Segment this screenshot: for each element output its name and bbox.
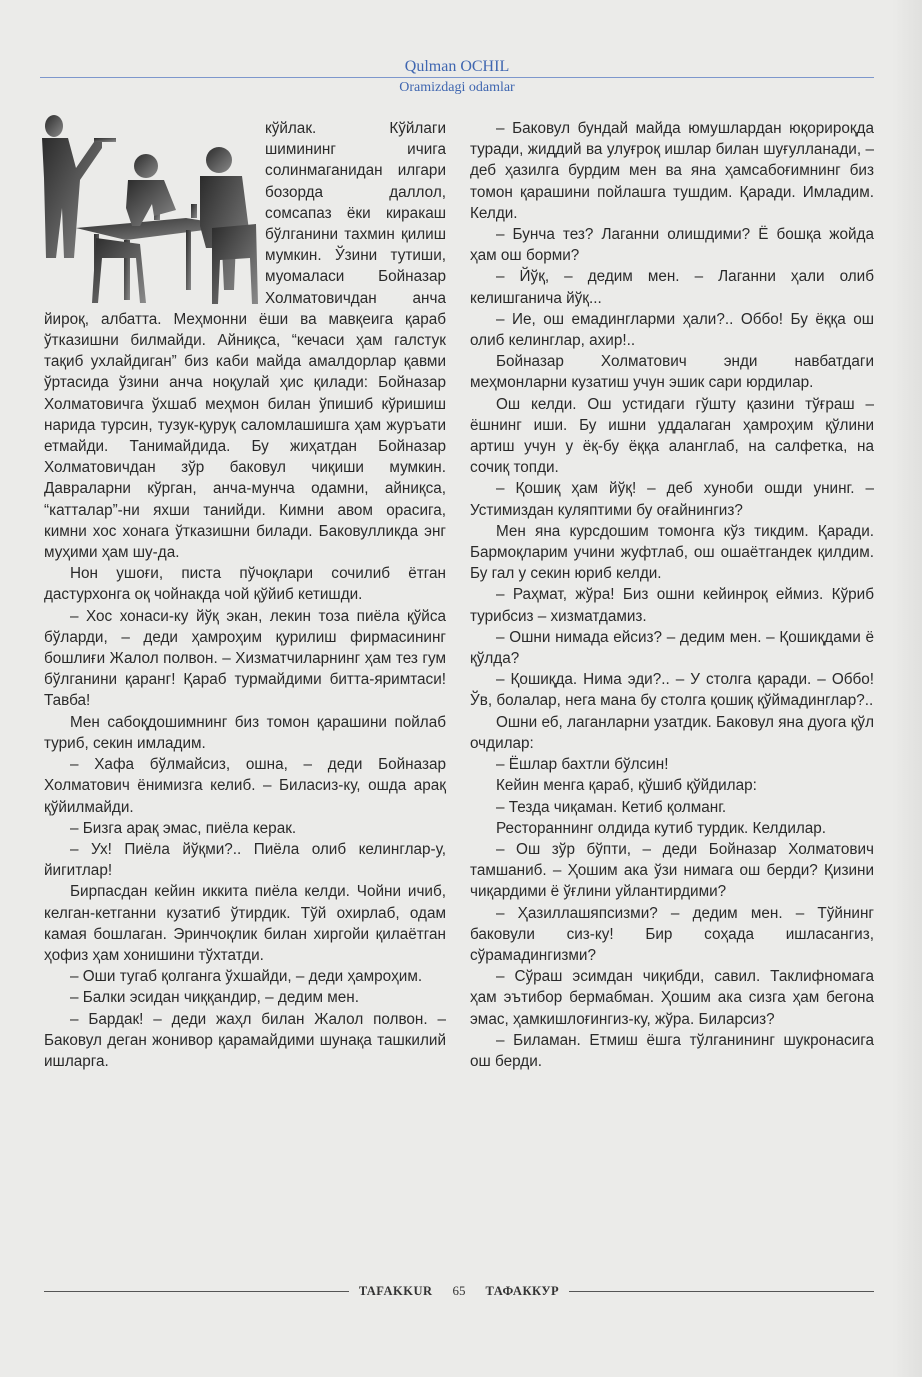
left-paragraph: Мен сабоқдошимнинг биз томон қарашини пойлаб туриб, секин имладим. <box>44 713 446 752</box>
right-paragraph: – Ошни нимада ейсиз? – дедим мен. – Қошиқдами ё қўлда? <box>470 628 874 668</box>
right-paragraph: – Раҳмат, жўра! Биз ошни кейинроқ еймиз. Кўриб турибсиз – хизматдамиз. <box>470 586 874 625</box>
left-paragraph: – Хос хонаси-ку йўқ экан, лекин тоза пиёла қўйса бўларди, – деди ҳамроҳим қурилиш фирмасининг бошлиғи Жалол полвон. – Хизматчиларнинг ҳам тез гум бўлганини қаранг! Қараб турмайдими битта-яримтаси! Тавба! <box>44 607 446 710</box>
left-paragraph: Бирпасдан кейин иккита пиёла келди. Чойни ичиб, келган-кетганни кузатиб ўтирдик. Тўй охирлаб, одам камая бошлаган. Эринчоқлик билан хиргойи қилаётган ҳофиз ҳам хонишини тўхтатди. <box>44 883 446 964</box>
author-name: Qulman OCHIL <box>404 58 510 75</box>
right-paragraph: – Ие, ош емадингларми ҳали?.. Оббо! Бу ёққа ош олиб келинглар, ахир!.. <box>470 310 874 350</box>
left-paragraph: – Бизга арақ эмас, пиёла керак. <box>70 819 297 837</box>
right-paragraph: – Ҳазиллашяпсизми? – дедим мен. – Тўйнинг баковули сиз-ку! Бир соҳада ишласангиз, сўрамадингизми? <box>470 904 874 964</box>
footer-rule-left <box>44 1291 349 1292</box>
running-header <box>40 58 874 96</box>
left-paragraph: – Ух! Пиёла йўқми?.. Пиёла олиб келинглар-у, йигитлар! <box>44 840 446 880</box>
restaurant-silhouette-illustration <box>36 108 261 306</box>
section-title: Oramizdagi odamlar <box>399 80 515 95</box>
right-paragraph: Ошни еб, лаганларни узатдик. Баковул яна дуога қўл очдилар: <box>470 713 874 752</box>
left-column <box>44 118 446 1072</box>
right-paragraph: Мен яна курсдошим томонга кўз тикдим. Қаради. Бармоқларим учини жуфтлаб, ош ошаётгандек қилдим. Бу гал у секин юриб келди. <box>470 522 874 583</box>
right-paragraph: – Қошиқда. Нима эди?.. – У столга қаради. – Оббо! Ўв, болалар, нега мана бу столга қошиқ қўймадинглар?.. <box>470 671 874 710</box>
right-paragraph: – Бунча тез? Лаганни олишдими? Ё бошқа жойда ҳам ош борми? <box>470 226 874 265</box>
page-number: 65 <box>452 1283 466 1298</box>
right-paragraph: Рестораннинг олдида кутиб турдик. Келдилар. <box>496 819 827 837</box>
right-paragraph: Ош келди. Ош устидаги гўшту қазини тўғраш – ёшнинг иши. Бу ишни уддалаган ҳамроҳим қўлини артиш учун у ёқ-бу ёққа аланглаб, на салфетка, на сочиқ топди. <box>470 395 874 477</box>
left-paragraph: – Балки эсидан чиққандир, – дедим мен. <box>70 989 359 1007</box>
footer-rule-right <box>569 1291 874 1292</box>
left-paragraph: Нон ушоғи, писта пўчоқлари сочилиб ётган дастурхонга оқ чойнакда чой қўйиб кетишди. <box>44 565 446 604</box>
right-paragraph: – Биламан. Етмиш ёшга тўлганининг шукронасига ош берди. <box>470 1031 874 1070</box>
right-paragraph: – Сўраш эсимдан чиқибди, савил. Таклифномага ҳам эътибор бермабман. Ҳошим ака сизга ҳам бегона эмас, ҳамкишлоғингиз-ку, жўра. Биларсиз? <box>470 968 874 1028</box>
right-column <box>470 118 874 1072</box>
left-paragraph: кўйлак. Кўйлаги шимининг ичига солинмаганидан илгари бозорда даллол, сомсапаз ёки киракаш бўлганини тахмин қилиш мумкин. Ўзини тутиши, муомаласи Бойназар Холматовичдан анча йироқ, албатта. Меҳмонни ёши ва мавқеига қараб ўтказишни билмайди. Айниқса, “кечаси ҳам галстук тақиб ухлайдиган” биз каби майда амалдорлар қавми ўртасида ўзини анча ноқулай ҳис қилади: Бойназар Холматовичга ўхшаб меҳмон билан ўпишиб кўришиш нарида турсин, тузук-қуруқ саломлашишга ҳам журъати етмайди. Танимайдида. Бу жиҳатдан Бойназар Холматовичдан зўр баковул чиқиши мумкин. Давраларни кўрган, анча-мунча одамни, айниқса, “катталар”-ни яхши танийди. Кимни авом орасига, кимни хос хонага ўтказишни билади. Баковулликда энг муҳими ҳам шу-да. <box>44 120 446 562</box>
right-paragraph: – Қошиқ ҳам йўқ! – деб хуноби ошди унинг. – Устимиздан куляптими бу оғайнингиз? <box>470 480 874 519</box>
left-paragraph: – Оши тугаб қолганга ўхшайди, – деди ҳамроҳим. <box>70 968 423 986</box>
page-edge <box>892 0 922 1377</box>
footer-journal-latin: TAFAKKUR <box>358 1283 433 1298</box>
left-paragraph: – Хафа бўлмайсиз, ошна, – деди Бойназар Холматович ёнимизга келиб. – Биласиз-ку, ошда арақ қўйилмайди. <box>44 756 446 816</box>
right-paragraph: – Йўқ, – дедим мен. – Лаганни ҳали олиб келишганича йўқ... <box>470 268 874 307</box>
right-paragraph: – Ёшлар бахтли бўлсин! <box>496 756 669 774</box>
right-paragraph: – Тезда чиқаман. Кетиб қолманг. <box>496 798 727 816</box>
right-paragraph: – Ош зўр бўпти, – деди Бойназар Холматович тамшаниб. – Ҳошим ака ўзи нимага ош берди? Қизини чиқардими ё ўғлини уйлантирдими? <box>470 840 874 901</box>
header-rule <box>40 77 874 78</box>
right-paragraph: Бойназар Холматович энди навбатдаги меҳмонларни кузатиш учун эшик сари юрдилар. <box>470 353 874 392</box>
left-paragraph: – Бардак! – деди жаҳл билан Жалол полвон. – Баковул деган жонивор қарамайдими шунақа ташкилий ишларга. <box>44 1010 446 1070</box>
right-paragraph: – Баковул бундай майда юмушлардан юқорироқда туради, жиддий ва улуғроқ ишлар билан шуғулланади, – деб ҳазилга бурдим мен ва яна ҳамсабоғимнинг биз томон қарашини пойлашга тушдим. Қаради. Имладим. Келди. <box>470 120 874 222</box>
footer-journal-cyrillic: ТАФАККУР <box>485 1283 560 1298</box>
page-footer <box>44 1283 874 1299</box>
right-paragraph: Кейин менга қараб, қўшиб қўйдилар: <box>496 777 757 795</box>
